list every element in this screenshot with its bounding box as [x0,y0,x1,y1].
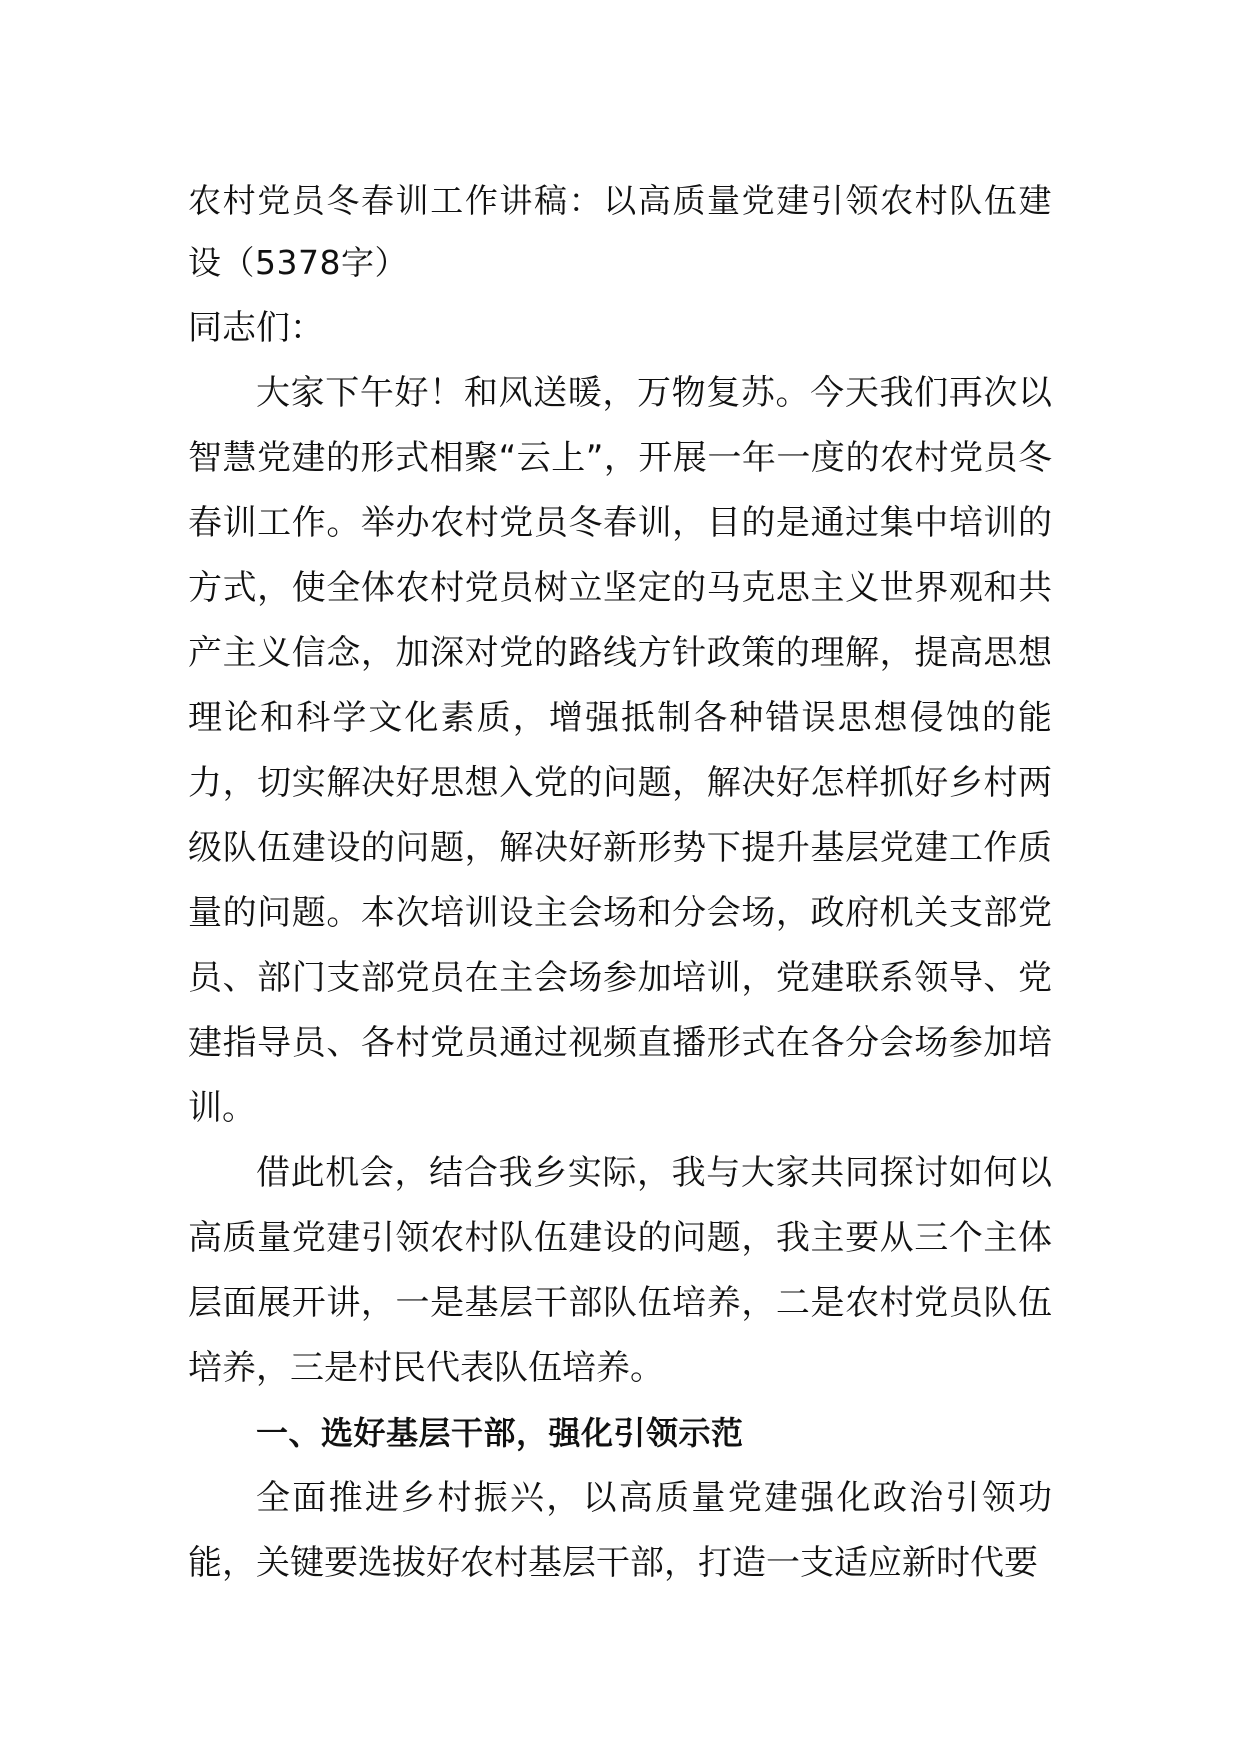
paragraph-overview: 借此机会，结合我乡实际，我与大家共同探讨如何以高质量党建引领农村队伍建设的问题，我主要从三个主体层面展开讲，一是基层干部队伍培养，二是农村党员队伍培养，三是村民代表队伍培养。 [188,1153,1052,1388]
section-paragraph: 全面推进乡村振兴，以高质量党建强化政治引领功能，关键要选拔好农村基层干部，打造一支适应新时代要 [188,1478,1052,1583]
salutation: 同志们： [188,308,324,348]
section-heading: 一、选好基层干部，强化引领示范 [256,1414,744,1452]
document-title: 农村党员冬春训工作讲稿：以高质量党建引领农村队伍建设（5378字） [188,181,1052,282]
document-body [188,170,1052,1596]
paragraph-opening: 大家下午好！和风送暖，万物复苏。今天我们再次以智慧党建的形式相聚“云上”，开展一年一度的农村党员冬春训工作。举办农村党员冬春训，目的是通过集中培训的方式，使全体农村党员树立坚定的马克思主义世界观和共产主义信念，加深对党的路线方针政策的理解，提高思想理论和科学文化素质，增强抵制各种错误思想侵蚀的能力，切实解决好思想入党的问题，解决好怎样抓好乡村两级队伍建设的问题，解决好新形势下提升基层党建工作质量的问题。本次培训设主会场和分会场，政府机关支部党员、部门支部党员在主会场参加培训，党建联系领导、党建指导员、各村党员通过视频直播形式在各分会场参加培训。 [188,373,1052,1128]
